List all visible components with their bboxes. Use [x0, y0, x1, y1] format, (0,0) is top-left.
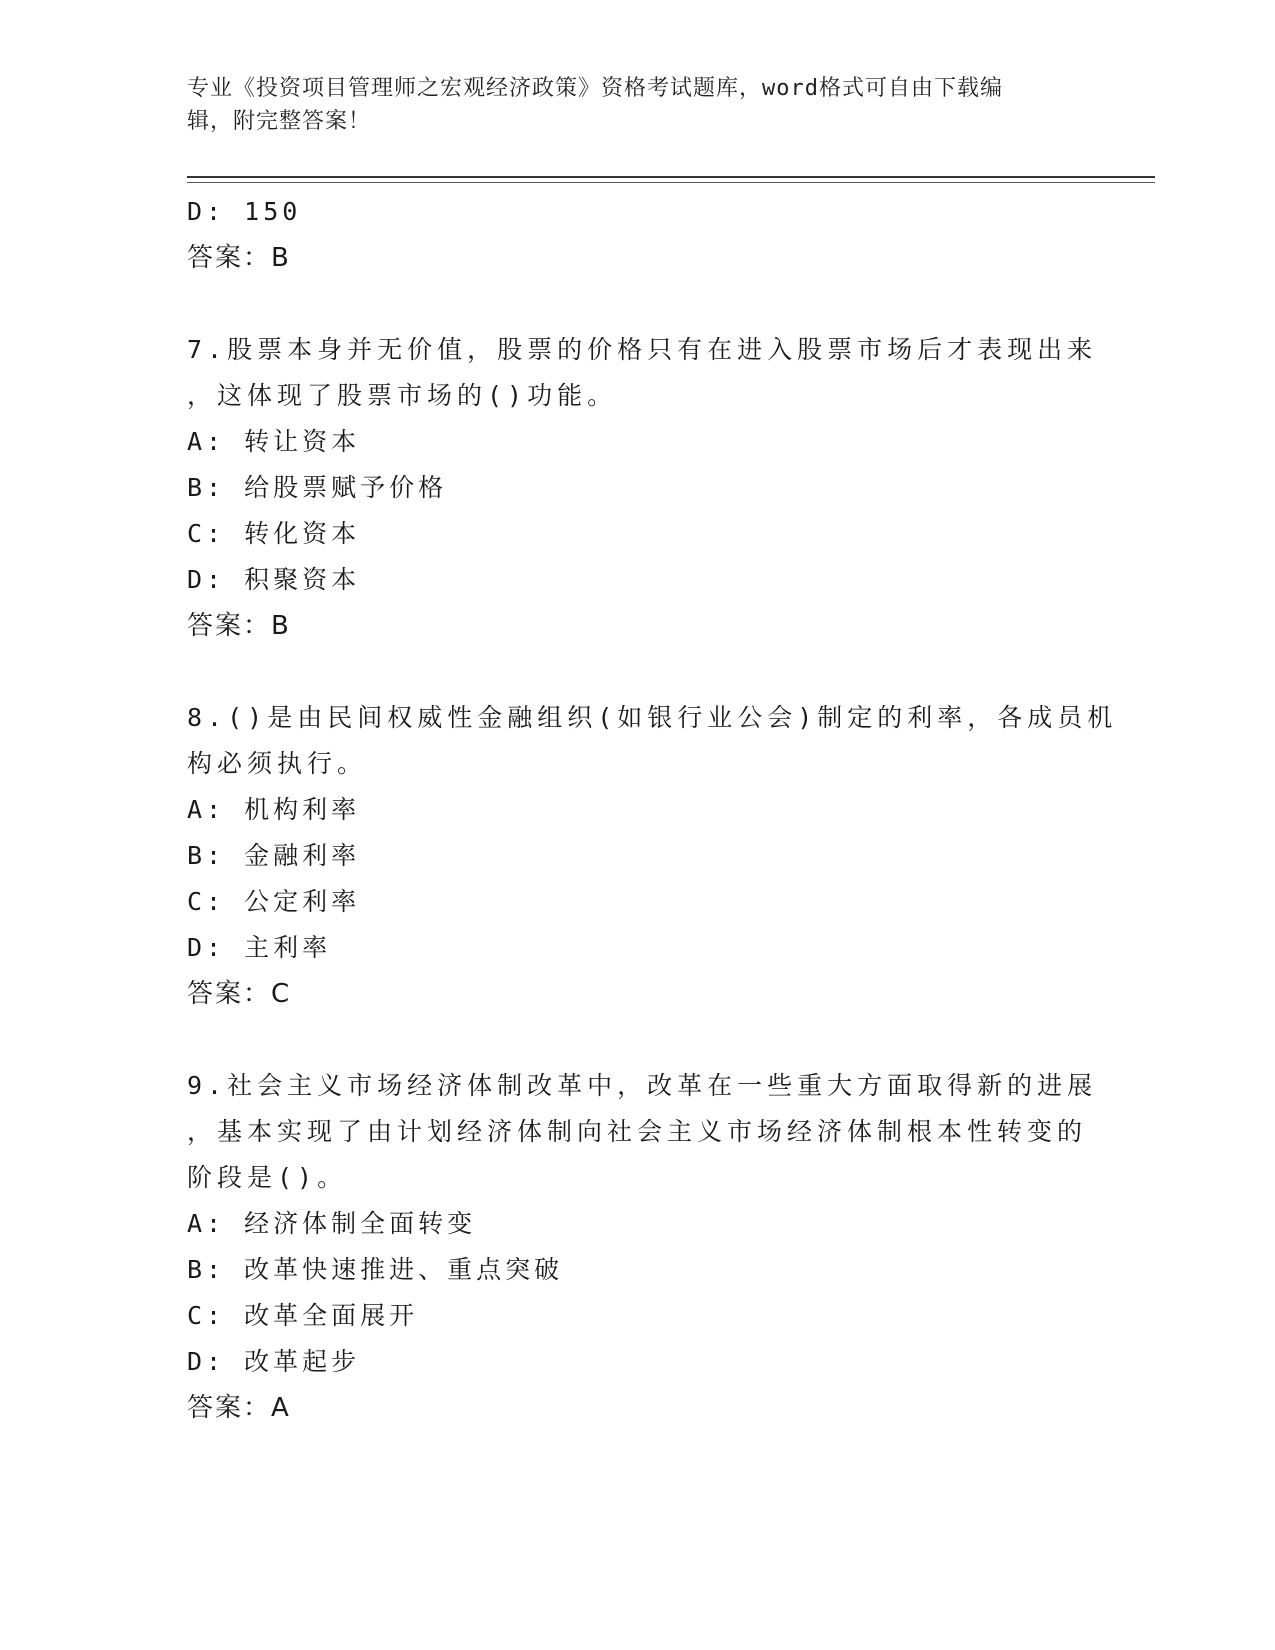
stem-line: 阶段是()。 [187, 1163, 348, 1192]
question-stem [187, 1063, 1098, 1201]
answer-line: 答案：B [187, 611, 291, 641]
header-line-2: 辑，附完整答案！ [187, 109, 372, 134]
option-a: A: 转让资本 [187, 427, 361, 456]
answer-line: 答案：C [187, 979, 292, 1009]
option-a: A: 机构利率 [187, 795, 361, 824]
question-9 [187, 1063, 1098, 1431]
option-b: B: 改革快速推进、重点突破 [187, 1255, 564, 1284]
spacer [187, 649, 1067, 695]
stem-line: ，基本实现了由计划经济体制向社会主义市场经济体制根本性转变的 [187, 1117, 1088, 1146]
option-d: D: 积聚资本 [187, 565, 361, 594]
stem-line: 9.社会主义市场经济体制改革中，改革在一些重大方面取得新的进展 [187, 1071, 1098, 1100]
spacer [187, 1017, 1067, 1063]
option-a: A: 经济体制全面转变 [187, 1209, 477, 1238]
answer-line: 答案：A [187, 1393, 291, 1423]
option-c: C: 改革全面展开 [187, 1301, 419, 1330]
option-d: D: 改革起步 [187, 1347, 361, 1376]
option-d: D: 150 [187, 197, 302, 226]
question-8 [187, 695, 1118, 1017]
stem-line: ，这体现了股票市场的()功能。 [187, 381, 618, 410]
option-b: B: 金融利率 [187, 841, 361, 870]
spacer [187, 281, 1067, 327]
previous-question-tail [187, 189, 1067, 281]
header-divider-thick [187, 176, 1155, 178]
document-header [187, 72, 1087, 138]
answer-line: 答案：B [187, 243, 291, 273]
question-7 [187, 327, 1098, 649]
header-divider-thin [187, 182, 1155, 183]
question-list [187, 189, 1118, 1431]
header-line-1: 专业《投资项目管理师之宏观经济政策》资格考试题库，word格式可自由下载编 [187, 76, 1003, 101]
option-c: C: 转化资本 [187, 519, 361, 548]
option-d: D: 主利率 [187, 933, 332, 962]
question-stem [187, 695, 1118, 787]
question-stem [187, 327, 1098, 419]
option-c: C: 公定利率 [187, 887, 361, 916]
stem-line: 8.()是由民间权威性金融组织(如银行业公会)制定的利率，各成员机 [187, 703, 1118, 732]
stem-line: 7.股票本身并无价值，股票的价格只有在进入股票市场后才表现出来 [187, 335, 1098, 364]
stem-line: 构必须执行。 [187, 749, 368, 778]
option-b: B: 给股票赋予价格 [187, 473, 448, 502]
